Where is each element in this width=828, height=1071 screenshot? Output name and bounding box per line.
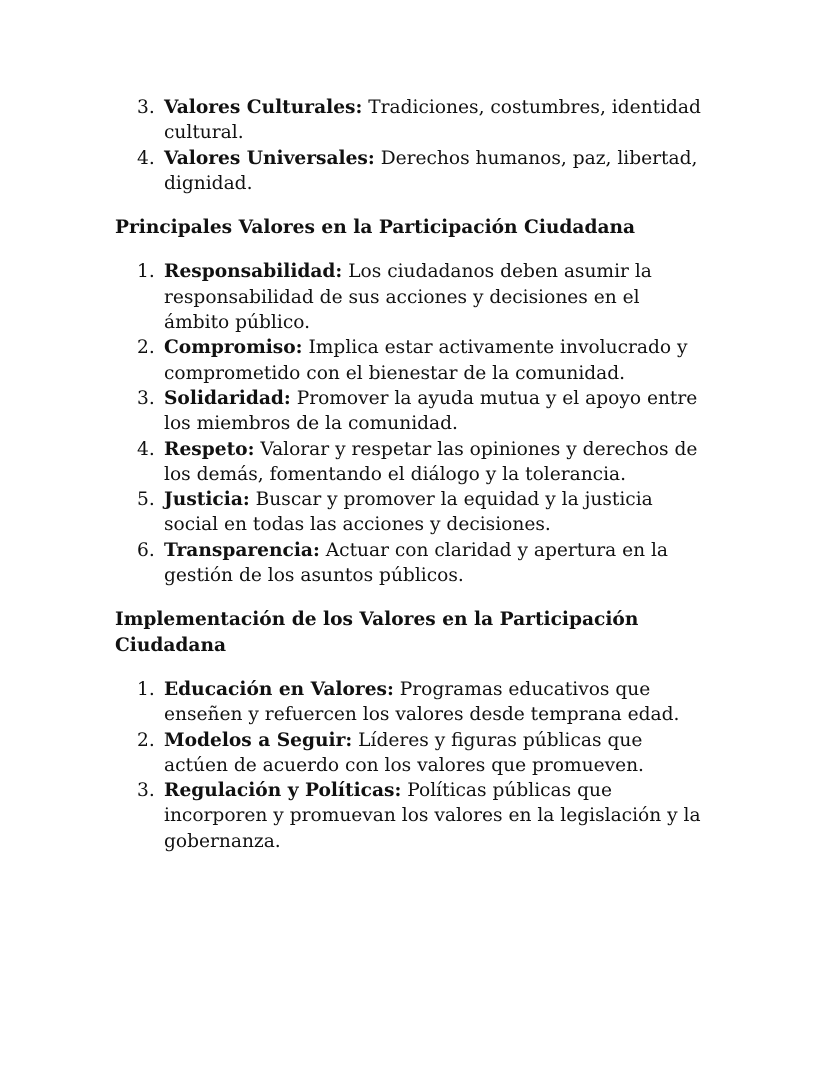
list-implementation [115,677,715,854]
item-number: 4. [137,438,155,460]
item-number: 1. [137,261,155,283]
item-description: Derechos humanos, paz, libertad, dignidad. [164,147,698,194]
item-term: Justicia: [164,489,250,511]
item-number: 4. [137,147,155,169]
item-term: Valores Culturales: [164,97,363,118]
section-heading-implementation: Implementación de los Valores en la Participación Ciudadana [115,609,639,656]
item-number: 3. [137,780,155,802]
item-number: 3. [137,97,155,118]
list-item [115,538,709,589]
list-item [115,386,709,437]
list-item [115,677,709,728]
item-description: Valorar y respetar las opiniones y derechos de los demás, fomentando el diálogo y la tolerancia. [164,438,698,485]
list-item [115,95,709,146]
list-item [115,728,709,779]
item-term: Transparencia: [164,539,320,561]
item-description: Líderes y figuras públicas que actúen de acuerdo con los valores que promueven. [164,729,644,776]
item-number: 5. [137,489,155,511]
item-term: Regulación y Políticas: [164,780,402,802]
item-description: Tradiciones, costumbres, identidad cultural. [164,97,701,144]
list-item [115,778,709,854]
item-description: Políticas públicas que incorporen y promuevan los valores en la legislación y la gobernanza. [164,780,701,852]
list-item [115,259,709,335]
section-heading-principal-values: Principales Valores en la Participación Ciudadana [115,217,636,239]
item-number: 6. [137,539,155,561]
list-value-types [115,95,715,196]
item-term: Responsabilidad: [164,261,343,283]
list-item [115,437,709,488]
list-principal-values [115,259,715,588]
item-description: Implica estar activamente involucrado y comprometido con el bienestar de la comunidad. [164,337,688,384]
item-number: 2. [137,729,155,751]
item-description: Buscar y promover la equidad y la justicia social en todas las acciones y decisiones. [164,489,653,536]
list-item [115,335,709,386]
item-description: Programas educativos que enseñen y refuercen los valores desde temprana edad. [164,678,680,726]
item-number: 1. [137,678,155,700]
item-term: Respeto: [164,438,255,460]
item-number: 3. [137,387,155,409]
item-term: Compromiso: [164,337,303,359]
item-term: Solidaridad: [164,387,291,409]
item-term: Educación en Valores: [164,678,394,700]
item-description: Los ciudadanos deben asumir la responsabilidad de sus acciones y decisiones en el ámbito público. [164,261,652,334]
list-item [115,487,709,538]
item-term: Valores Universales: [164,147,375,169]
item-description: Promover la ayuda mutua y el apoyo entre los miembros de la comunidad. [164,387,698,435]
list-item [115,146,709,197]
item-description: Actuar con claridad y apertura en la gestión de los asuntos públicos. [164,539,669,587]
item-number: 2. [137,337,155,359]
item-term: Modelos a Seguir: [164,729,353,751]
